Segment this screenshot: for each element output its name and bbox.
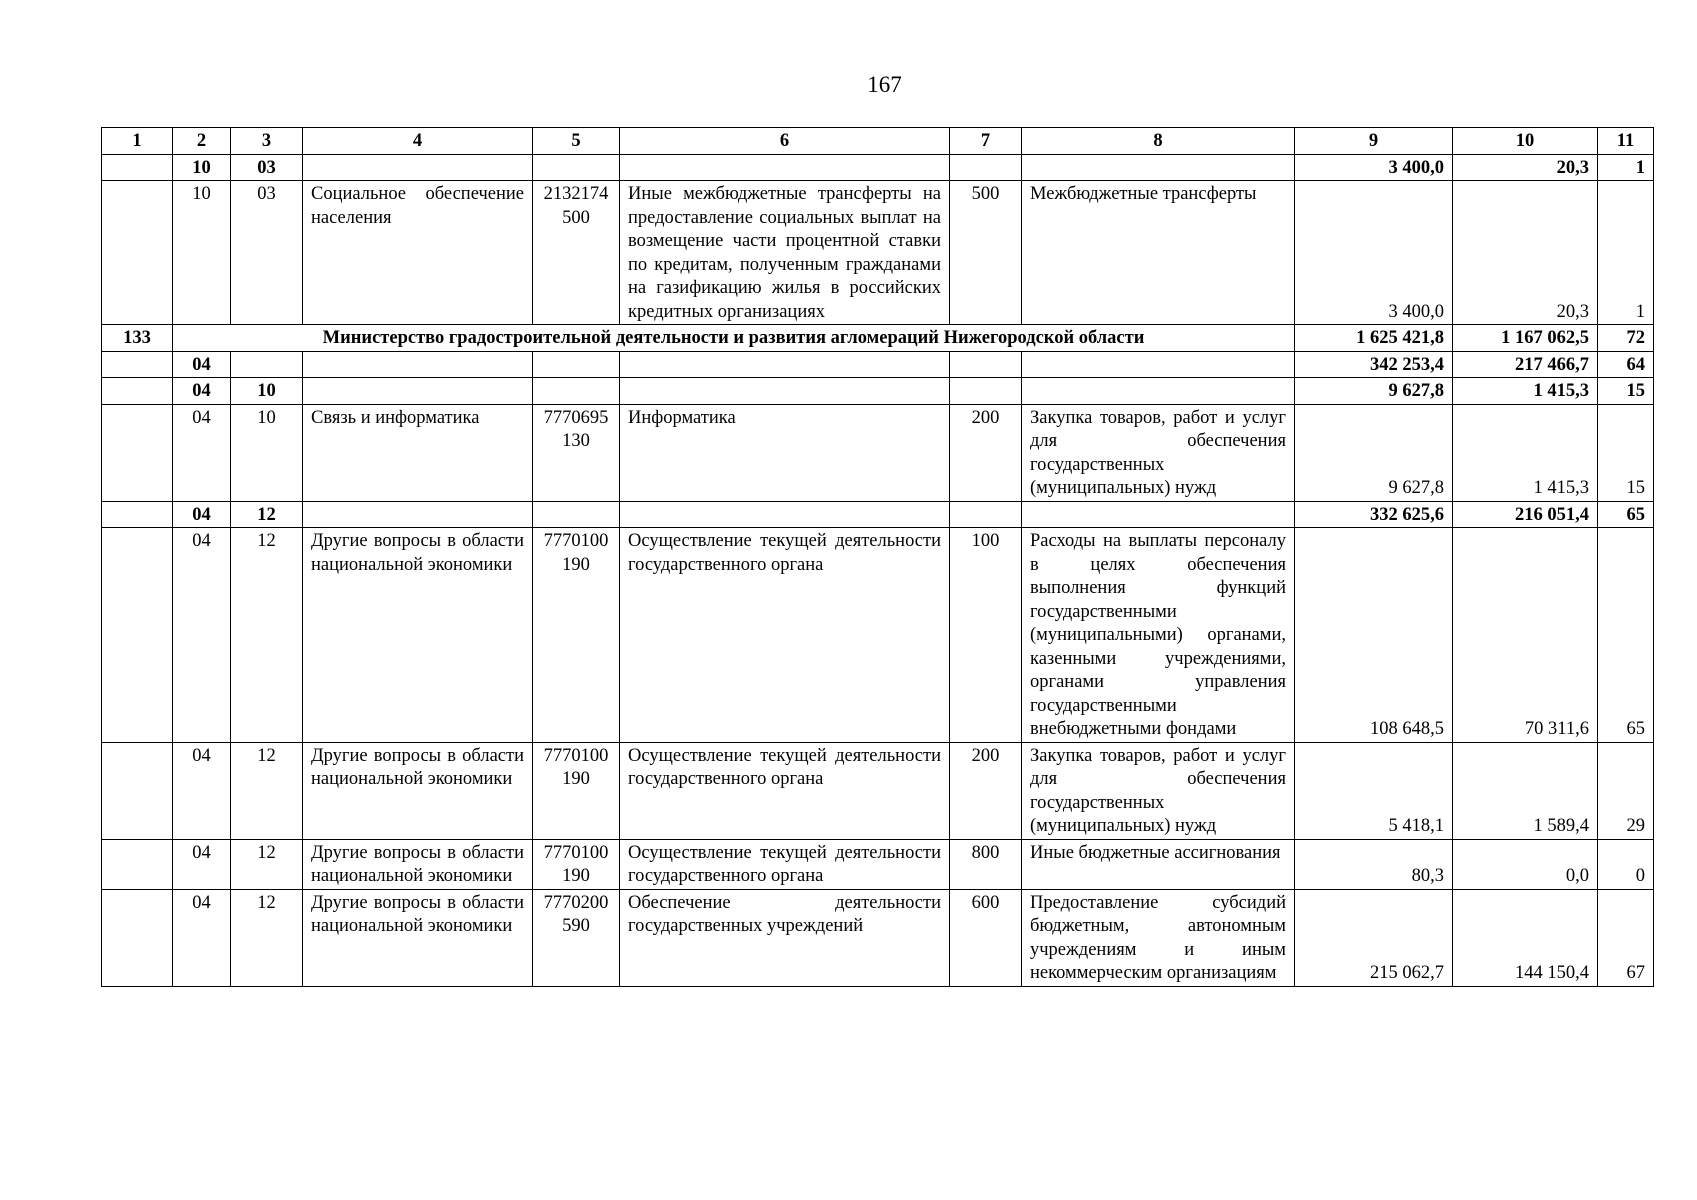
value-col11: 1 [1598, 154, 1654, 181]
column-header: 7 [950, 128, 1022, 155]
section-name [303, 378, 533, 405]
expense-type-name: Предоставление субсидий бюджетным, автономным учреждениям и иным некоммерческим организациям [1022, 889, 1295, 986]
value-col9: 3 400,0 [1295, 181, 1453, 325]
target-article-code: 7770100190 [533, 528, 620, 743]
target-article-code: 7770100190 [533, 839, 620, 889]
section-code: 04 [173, 528, 231, 743]
section-name: Связь и информатика [303, 404, 533, 501]
column-header: 1 [102, 128, 173, 155]
expense-type-code: 800 [950, 839, 1022, 889]
table-row [102, 839, 1654, 889]
expense-type-name [1022, 378, 1295, 405]
value-col10: 217 466,7 [1453, 351, 1598, 378]
ministry-name: Министерство градостроительной деятельности и развития агломераций Нижегородской области [173, 325, 1295, 352]
col1-cell [102, 154, 173, 181]
col1-cell [102, 181, 173, 325]
expense-type-code [950, 154, 1022, 181]
value-col9: 3 400,0 [1295, 154, 1453, 181]
expense-type-code [950, 378, 1022, 405]
column-header: 3 [231, 128, 303, 155]
expense-type-name: Закупка товаров, работ и услуг для обеспечения государственных (муниципальных) нужд [1022, 742, 1295, 839]
value-col11: 72 [1598, 325, 1654, 352]
value-col11: 15 [1598, 404, 1654, 501]
column-header-row [102, 128, 1654, 155]
column-header: 8 [1022, 128, 1295, 155]
budget-table [101, 127, 1654, 987]
subsection-code: 12 [231, 742, 303, 839]
target-article-name: Иные межбюджетные трансферты на предоставление социальных выплат на возмещение части процентной ставки по кредитам, полученным гражданами на газификацию жилья в российских кредитных организациях [620, 181, 950, 325]
value-col11: 29 [1598, 742, 1654, 839]
col1-cell [102, 528, 173, 743]
value-col10: 1 415,3 [1453, 404, 1598, 501]
expense-type-code: 200 [950, 404, 1022, 501]
subsection-code: 12 [231, 889, 303, 986]
subtotal-row [102, 154, 1654, 181]
col1-cell [102, 501, 173, 528]
target-article-code: 7770200590 [533, 889, 620, 986]
table-row [102, 742, 1654, 839]
expense-type-code: 500 [950, 181, 1022, 325]
col1-cell [102, 839, 173, 889]
target-article-code: 2132174500 [533, 181, 620, 325]
section-code: 04 [173, 351, 231, 378]
value-col10: 20,3 [1453, 154, 1598, 181]
section-code: 04 [173, 404, 231, 501]
section-code: 10 [173, 154, 231, 181]
column-header: 6 [620, 128, 950, 155]
column-header: 5 [533, 128, 620, 155]
target-article-code: 7770695130 [533, 404, 620, 501]
value-col9: 9 627,8 [1295, 404, 1453, 501]
value-col11: 65 [1598, 528, 1654, 743]
value-col9: 332 625,6 [1295, 501, 1453, 528]
section-name [303, 351, 533, 378]
col1-cell [102, 742, 173, 839]
value-col9: 108 648,5 [1295, 528, 1453, 743]
target-article-code [533, 378, 620, 405]
section-name: Социальное обеспечение населения [303, 181, 533, 325]
expense-type-code [950, 501, 1022, 528]
col1-cell [102, 378, 173, 405]
target-article-code [533, 154, 620, 181]
target-article-name [620, 378, 950, 405]
value-col11: 67 [1598, 889, 1654, 986]
subsection-code: 10 [231, 378, 303, 405]
section-code: 04 [173, 378, 231, 405]
ministry-row [102, 325, 1654, 352]
value-col10: 216 051,4 [1453, 501, 1598, 528]
value-col10: 20,3 [1453, 181, 1598, 325]
value-col10: 144 150,4 [1453, 889, 1598, 986]
column-header: 11 [1598, 128, 1654, 155]
value-col9: 9 627,8 [1295, 378, 1453, 405]
value-col9: 215 062,7 [1295, 889, 1453, 986]
section-code: 04 [173, 742, 231, 839]
subsection-code: 12 [231, 528, 303, 743]
subtotal-row [102, 351, 1654, 378]
expense-type-name: Расходы на выплаты персоналу в целях обеспечения выполнения функций государственными (муниципальными) органами, казенными учреждениями, органами управления государственными внебюджетными фондами [1022, 528, 1295, 743]
target-article-code [533, 501, 620, 528]
expense-type-code: 200 [950, 742, 1022, 839]
value-col11: 1 [1598, 181, 1654, 325]
subsection-code: 03 [231, 154, 303, 181]
expense-type-code: 100 [950, 528, 1022, 743]
section-code: 04 [173, 889, 231, 986]
expense-type-code: 600 [950, 889, 1022, 986]
expense-type-name: Иные бюджетные ассигнования [1022, 839, 1295, 889]
section-name: Другие вопросы в области национальной экономики [303, 839, 533, 889]
target-article-name: Осуществление текущей деятельности государственного органа [620, 839, 950, 889]
target-article-name: Информатика [620, 404, 950, 501]
table-row [102, 889, 1654, 986]
table-row [102, 404, 1654, 501]
value-col9: 1 625 421,8 [1295, 325, 1453, 352]
subsection-code: 10 [231, 404, 303, 501]
value-col9: 5 418,1 [1295, 742, 1453, 839]
expense-type-name: Закупка товаров, работ и услуг для обеспечения государственных (муниципальных) нужд [1022, 404, 1295, 501]
target-article-name: Обеспечение деятельности государственных учреждений [620, 889, 950, 986]
table-row [102, 528, 1654, 743]
value-col11: 65 [1598, 501, 1654, 528]
expense-type-name [1022, 154, 1295, 181]
value-col10: 1 167 062,5 [1453, 325, 1598, 352]
target-article-name [620, 501, 950, 528]
section-name: Другие вопросы в области национальной экономики [303, 528, 533, 743]
subsection-code: 12 [231, 839, 303, 889]
section-name [303, 154, 533, 181]
value-col11: 0 [1598, 839, 1654, 889]
target-article-code: 7770100190 [533, 742, 620, 839]
target-article-name [620, 154, 950, 181]
ministry-code: 133 [102, 325, 173, 352]
section-code: 10 [173, 181, 231, 325]
value-col10: 1 415,3 [1453, 378, 1598, 405]
section-name: Другие вопросы в области национальной экономики [303, 889, 533, 986]
section-code: 04 [173, 839, 231, 889]
section-name [303, 501, 533, 528]
value-col11: 15 [1598, 378, 1654, 405]
value-col10: 1 589,4 [1453, 742, 1598, 839]
subsection-code [231, 351, 303, 378]
expense-type-name [1022, 501, 1295, 528]
target-article-name: Осуществление текущей деятельности государственного органа [620, 528, 950, 743]
column-header: 9 [1295, 128, 1453, 155]
value-col11: 64 [1598, 351, 1654, 378]
value-col10: 0,0 [1453, 839, 1598, 889]
column-header: 2 [173, 128, 231, 155]
target-article-code [533, 351, 620, 378]
section-name: Другие вопросы в области национальной экономики [303, 742, 533, 839]
table-row [102, 181, 1654, 325]
target-article-name: Осуществление текущей деятельности государственного органа [620, 742, 950, 839]
subsection-code: 12 [231, 501, 303, 528]
value-col10: 70 311,6 [1453, 528, 1598, 743]
value-col9: 342 253,4 [1295, 351, 1453, 378]
expense-type-name: Межбюджетные трансферты [1022, 181, 1295, 325]
subtotal-row [102, 501, 1654, 528]
value-col9: 80,3 [1295, 839, 1453, 889]
page-number: 167 [867, 72, 902, 97]
section-code: 04 [173, 501, 231, 528]
col1-cell [102, 351, 173, 378]
expense-type-name [1022, 351, 1295, 378]
col1-cell [102, 404, 173, 501]
col1-cell [102, 889, 173, 986]
subsection-code: 03 [231, 181, 303, 325]
column-header: 4 [303, 128, 533, 155]
expense-type-code [950, 351, 1022, 378]
column-header: 10 [1453, 128, 1598, 155]
target-article-name [620, 351, 950, 378]
subtotal-row [102, 378, 1654, 405]
